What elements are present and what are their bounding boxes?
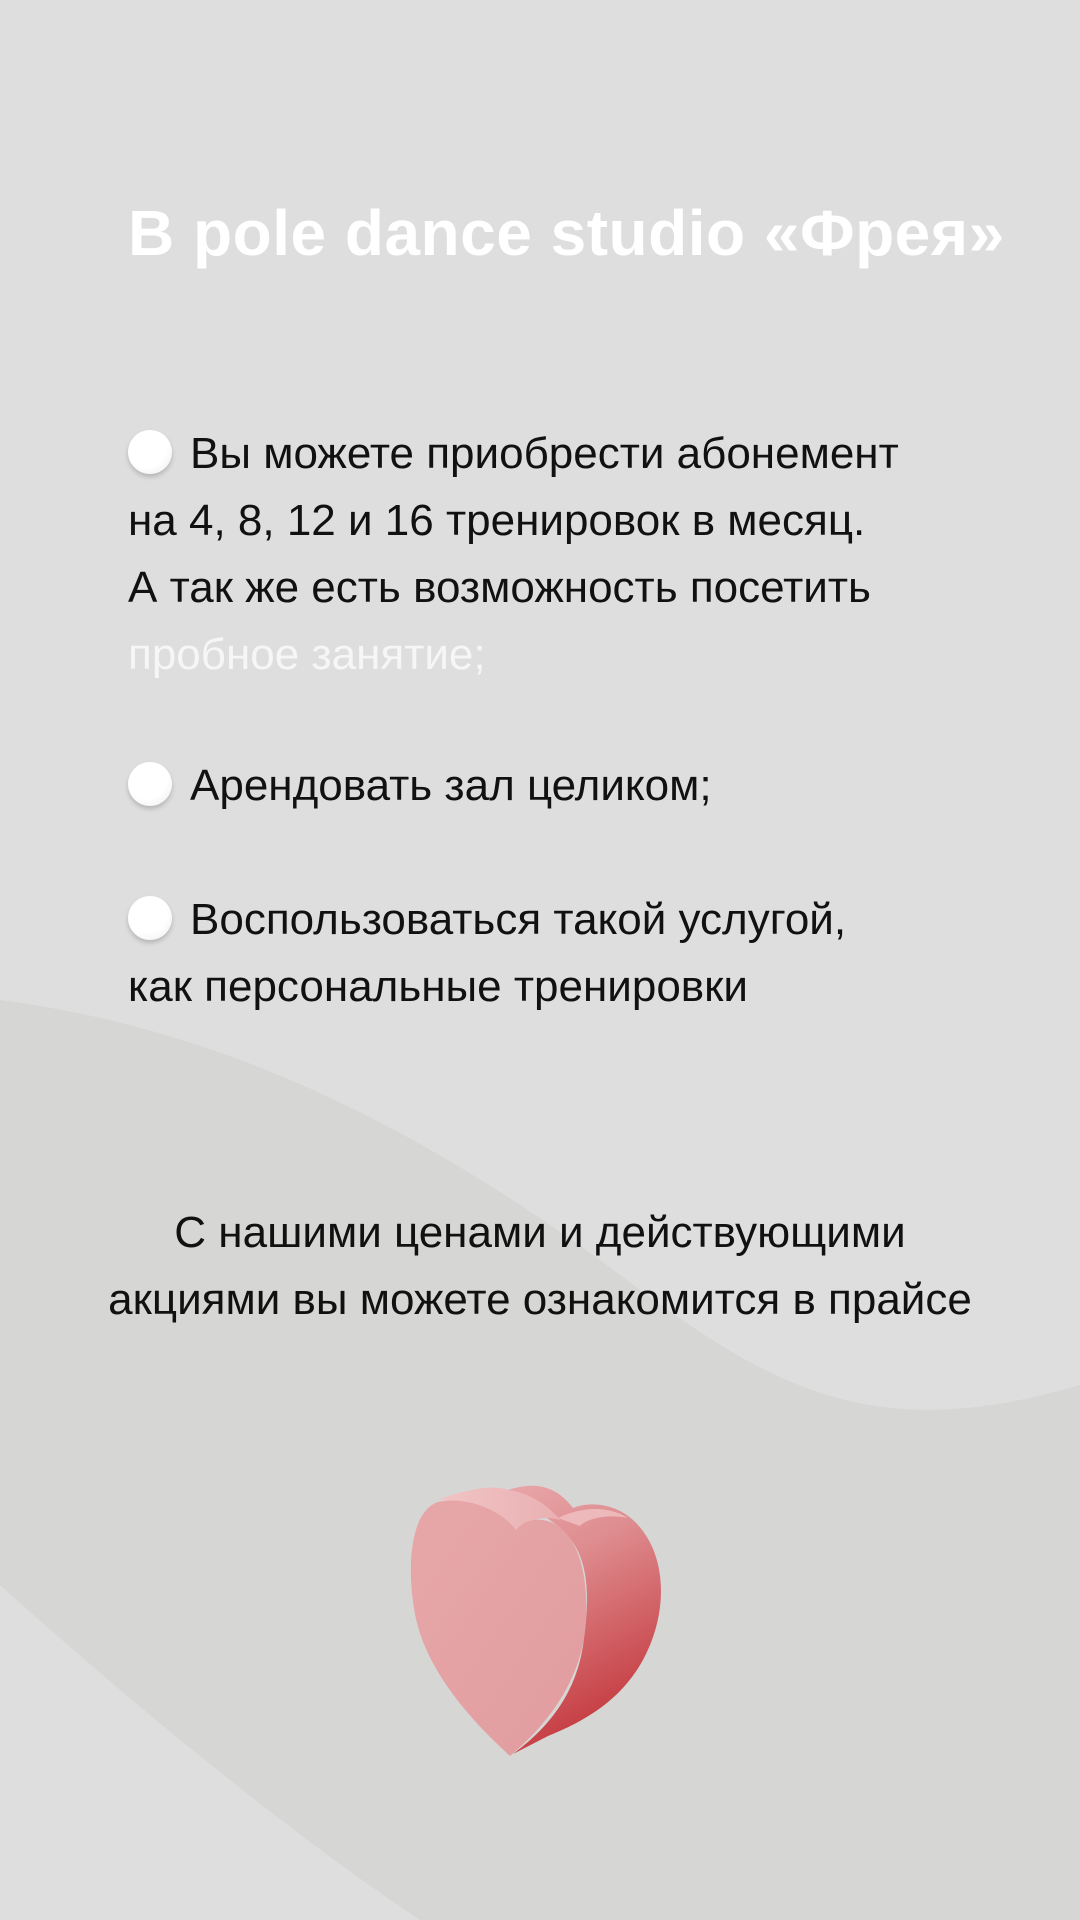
item-3-line-2: как персональные тренировки	[128, 962, 748, 1011]
item-1-line-1: Вы можете приобрести абонемент	[190, 429, 899, 478]
white-circle-icon	[128, 896, 172, 940]
item-1-line-2: на 4, 8, 12 и 16 тренировок в месяц.	[128, 496, 866, 545]
3d-heart-icon	[408, 1478, 678, 1758]
item-1-line-3: А так же есть возможность посетить	[128, 563, 871, 612]
list-item	[128, 752, 988, 819]
price-note-line-1: С нашими ценами и действующими	[174, 1208, 906, 1257]
white-circle-icon	[128, 762, 172, 806]
white-circle-icon	[128, 430, 172, 474]
item-3-line-1: Воспользоваться такой услугой,	[190, 895, 847, 944]
list-item	[128, 420, 988, 688]
trial-lesson-highlight: пробное занятие;	[128, 630, 486, 679]
page-title: В pole dance studio «Фрея»	[128, 197, 1005, 269]
price-note-line-2: акциями вы можете ознакомится в прайсе	[108, 1275, 972, 1324]
list-item	[128, 886, 988, 1020]
price-note	[0, 1199, 1080, 1333]
item-2-line-1: Арендовать зал целиком;	[190, 761, 712, 810]
